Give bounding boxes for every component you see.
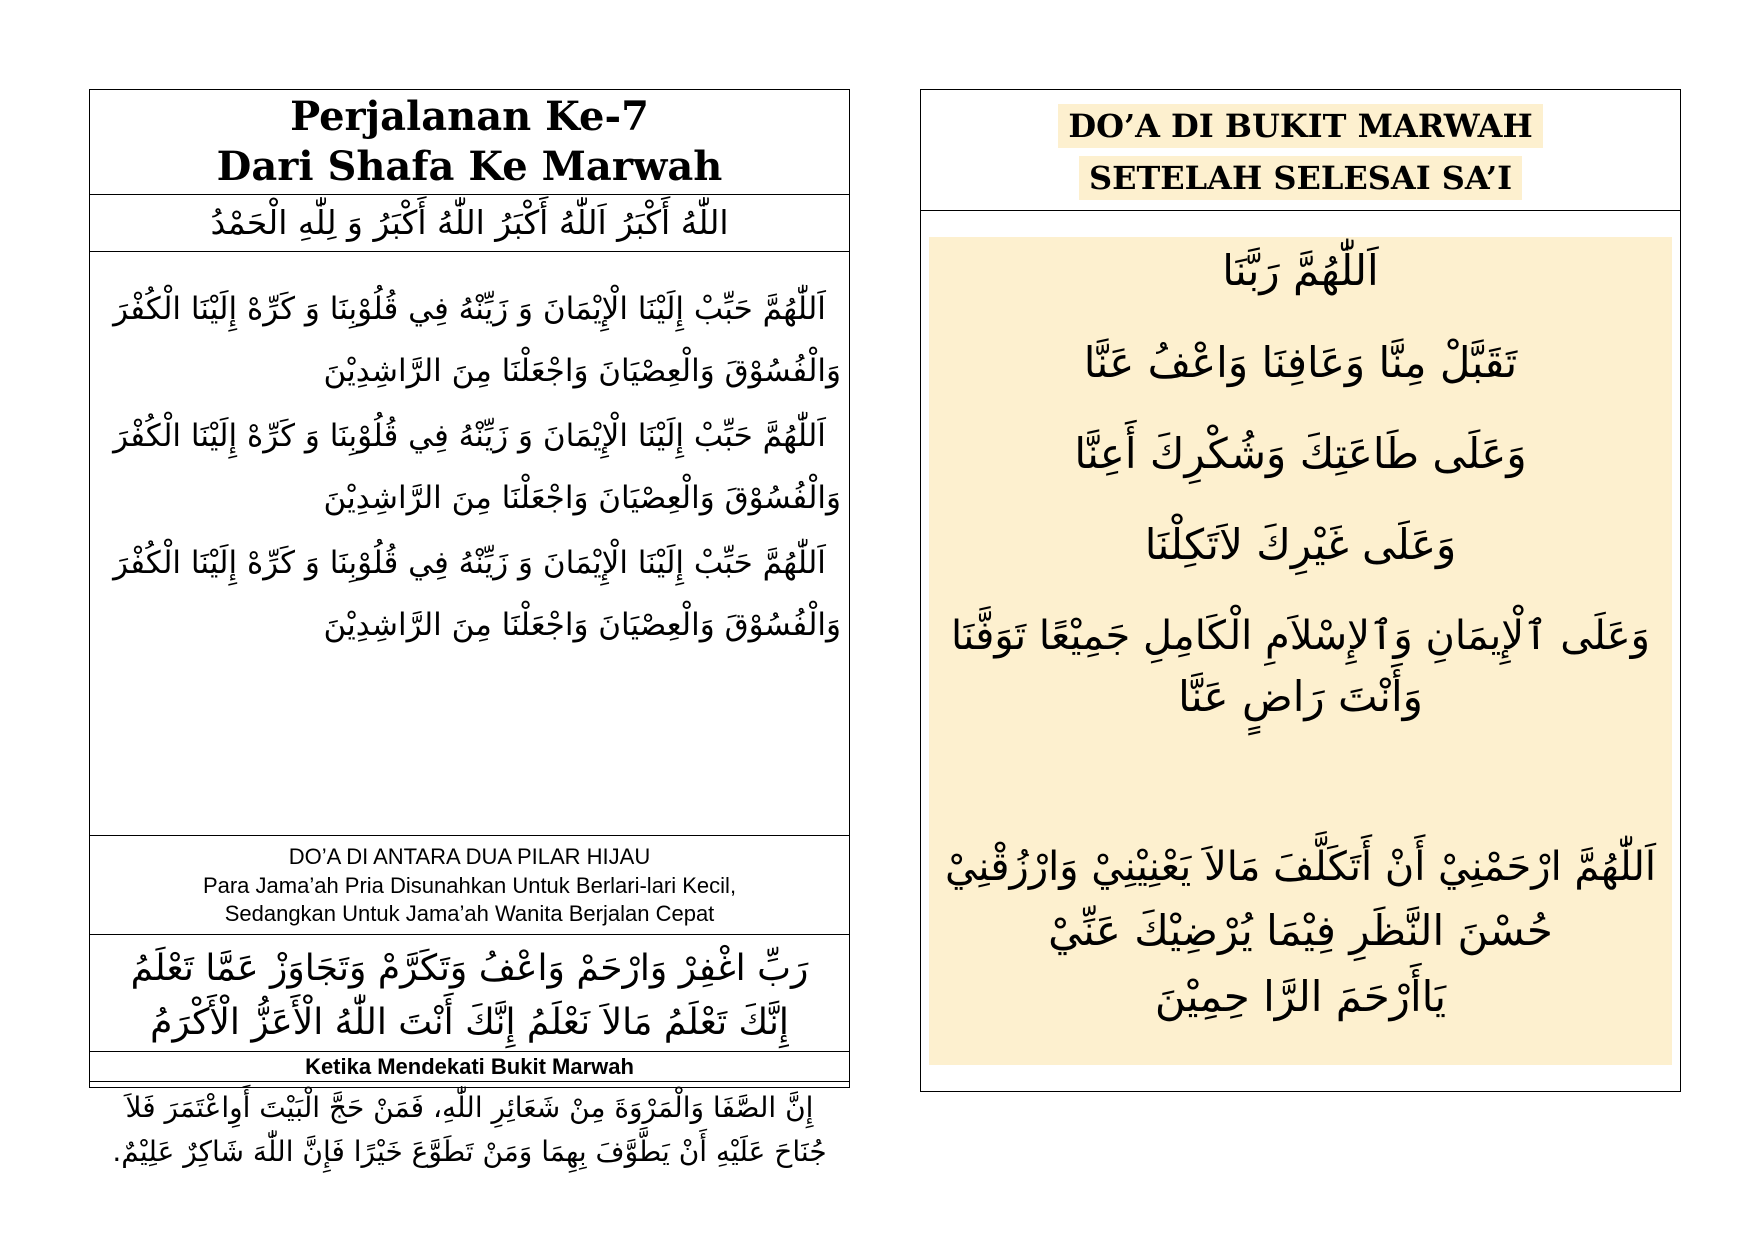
pilar-subtext-1: Para Jama’ah Pria Disunahkan Untuk Berlari-lari Kecil, xyxy=(202,873,737,898)
marwah-prayer-line-9: يَاأَرْحَمَ الرَّا حِمِيْنَ xyxy=(1154,972,1447,1021)
right-title-line2: SETELAH SELESAI SA’I xyxy=(1079,156,1522,200)
takbir-box xyxy=(90,195,849,252)
right-title-line1-wrap xyxy=(921,104,1680,148)
prayer-block-1 xyxy=(96,278,843,402)
pilar-subtext-2: Sedangkan Untuk Jama’ah Wanita Berjalan Cepat xyxy=(224,901,715,926)
marwah-prayer-line-2: تَقَبَّلْ مِنَّا وَعَافِنَا وَاعْفُ عَنَّا xyxy=(1083,338,1518,387)
prayer-1-line2: وَالْفُسُوْقَ وَالْعِصْيَانَ وَاجْعَلْنَا مِنَ الرَّاشِدِيْنَ xyxy=(323,353,841,389)
marwah-prayer-line-7: اَللّٰهُمَّ ارْحَمْنِيْ أَنْ أَتَكَلَّفَ مَالاَ يَعْنِيْنِيْ وَارْزُقْنِيْ xyxy=(944,844,1657,890)
left-panel xyxy=(89,89,850,1168)
right-title-line1: DO’A DI BUKIT MARWAH xyxy=(1058,104,1542,148)
left-title-line2: Dari Shafa Ke Marwah xyxy=(216,143,723,190)
prayer-2-line1: اَللّٰهُمَّ حَبِّبْ إِلَيْنَا الْإِيْمَانَ وَ زَيِّنْهُ فِي قُلُوْبِنَا وَ كَرِّهْ إِلَيْنَا الْكُفْرَ xyxy=(113,418,826,454)
marwah-prayer-line-1: اَللّٰهُمَّ رَبَّنَا xyxy=(1222,246,1379,295)
marwah-prayer-line-8: حُسْنَ النَّظَرِ فِيْمَا يُرْضِيْكَ عَنِّيْ xyxy=(1048,906,1553,955)
prayers-box xyxy=(90,252,849,836)
right-title-box xyxy=(921,90,1680,211)
prayer-1-line1: اَللّٰهُمَّ حَبِّبْ إِلَيْنَا الْإِيْمَانَ وَ زَيِّنْهُ فِي قُلُوْبِنَا وَ كَرِّهْ إِلَيْنَا الْكُفْرَ xyxy=(113,291,826,327)
prayer-3-line2: وَالْفُسُوْقَ وَالْعِصْيَانَ وَاجْعَلْنَا مِنَ الرَّاشِدِيْنَ xyxy=(323,607,841,643)
marwah-prayer-body xyxy=(929,237,1672,1065)
marwah-heading-box xyxy=(90,1052,849,1082)
ayat-box xyxy=(90,1082,849,1177)
rabbi-line2: إِنَّكَ تَعْلَمُ مَالاَ نَعْلَمُ إِنَّكَ أَنْتَ اللّٰهُ الْأَعَزُّ الْأَكْرَمُ xyxy=(150,1002,789,1043)
right-title-line2-wrap xyxy=(921,156,1680,200)
pilar-heading: DO’A DI ANTARA DUA PILAR HIJAU xyxy=(288,844,651,869)
prayer-2-line2: وَالْفُسُوْقَ وَالْعِصْيَانَ وَاجْعَلْنَا مِنَ الرَّاشِدِيْنَ xyxy=(323,480,841,516)
ayat-line1: إِنَّ الصَّفَا وَالْمَرْوَةَ مِنْ شَعَائِرِ اللّٰهِ، فَمَنْ حَجَّ الْبَيْتَ أَوِاعْتَمَرَ فَلاَ xyxy=(125,1091,814,1124)
right-panel xyxy=(920,89,1681,1092)
left-title-box xyxy=(90,90,849,195)
prayer-3-line1: اَللّٰهُمَّ حَبِّبْ إِلَيْنَا الْإِيْمَانَ وَ زَيِّنْهُ فِي قُلُوْبِنَا وَ كَرِّهْ إِلَيْنَا الْكُفْرَ xyxy=(113,545,826,581)
marwah-prayer-line-4: وَعَلَى غَيْرِكَ لاَتَكِلْنَا xyxy=(1144,520,1457,569)
marwah-prayer-line-5: وَعَلَى ٱلْإِيمَانِ وَٱلإِسْلاَمِ الْكَامِلِ جَمِيْعًا تَوَفَّنَا xyxy=(950,613,1650,659)
takbir-text: اللّٰهُ أَكْبَرُ اَللّٰهُ أَكْبَرُ اللّٰهُ أَكْبَرُ وَ لِلّٰهِ الْحَمْدُ xyxy=(210,203,729,242)
rabbi-line1: رَبِّ اغْفِرْ وَارْحَمْ وَاعْفُ وَتَكَرَّمْ وَتَجَاوَزْ عَمَّا تَعْلَمُ xyxy=(130,948,809,989)
prayer-block-3 xyxy=(96,532,843,656)
ayat-line2: جُنَاحَ عَلَيْهِ أَنْ يَطَّوَّفَ بِهِمَا وَمَنْ تَطَوَّعَ خَيْرًا فَإِنَّ اللّٰهَ شَاكِرٌ عَلِيْمٌ. xyxy=(112,1135,827,1168)
marwah-prayer-line-6: وَأَنْتَ رَاضٍ عَنَّا xyxy=(1178,672,1423,721)
prayer-block-2 xyxy=(96,405,843,529)
pilar-hijau-box xyxy=(90,836,849,935)
left-title-line1: Perjalanan Ke-7 xyxy=(290,93,649,140)
rabbi-box xyxy=(90,935,849,1052)
marwah-prayer-line-3: وَعَلَى طَاعَتِكَ وَشُكْرِكَ أَعِنَّا xyxy=(1074,429,1527,478)
marwah-heading: Ketika Mendekati Bukit Marwah xyxy=(305,1054,634,1079)
